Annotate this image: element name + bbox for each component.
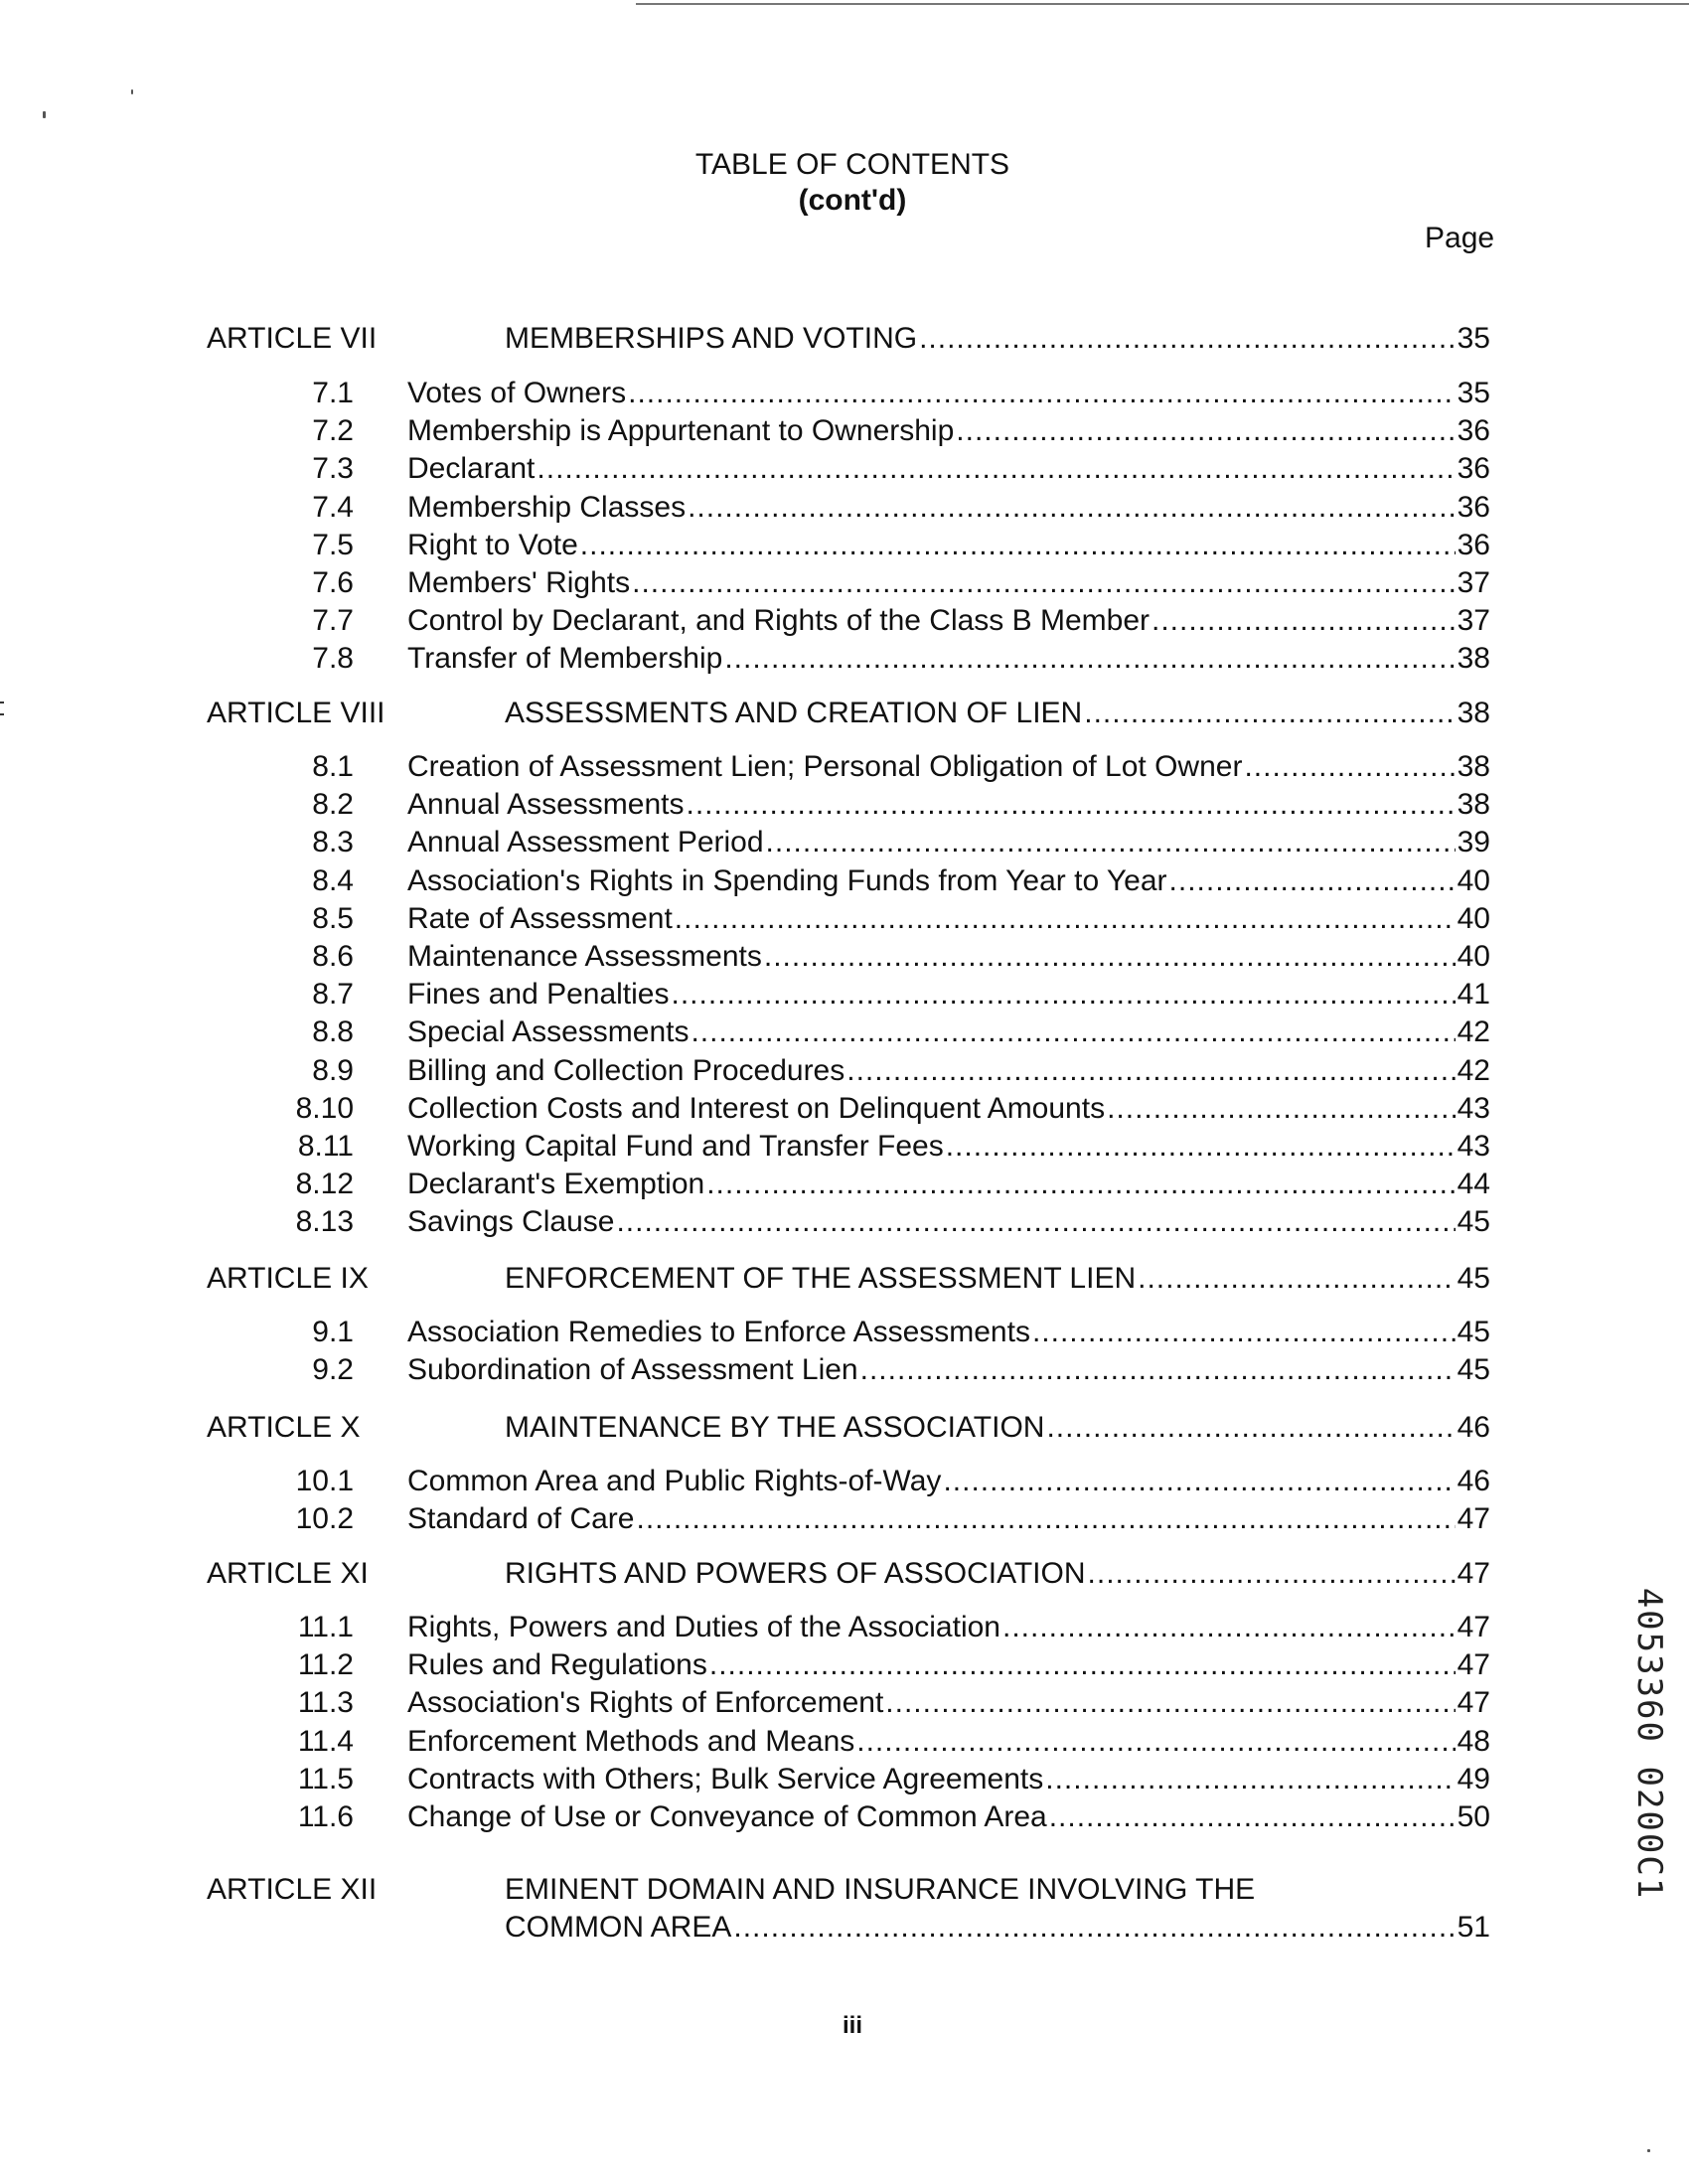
dot-leader <box>766 824 1456 861</box>
dot-leader <box>1244 748 1455 786</box>
section-number: 7.5 <box>312 528 354 561</box>
section-entry <box>407 527 1490 564</box>
section-entry <box>407 824 1490 861</box>
entry-page-number: 36 <box>1457 452 1490 486</box>
section-number: 11.2 <box>297 1648 354 1682</box>
section-entry <box>407 1090 1490 1128</box>
section-number: 8.11 <box>297 1130 354 1163</box>
entry-title: MEMBERSHIPS AND VOTING <box>505 322 918 355</box>
dot-leader <box>885 1684 1455 1722</box>
entry-page-number: 35 <box>1457 377 1490 409</box>
section-number: 8.6 <box>312 940 354 973</box>
top-edge-rule <box>636 3 1689 5</box>
entry-title: COMMON AREA <box>505 1911 732 1944</box>
section-number: 8.8 <box>312 1015 354 1049</box>
entry-page-number: 39 <box>1457 826 1490 859</box>
entry-page-number: 48 <box>1457 1724 1490 1758</box>
entry-page-number: 36 <box>1457 528 1490 561</box>
toc-title: TABLE OF CONTENTS <box>694 148 1010 181</box>
entry-title: Fines and Penalties <box>407 978 670 1012</box>
dot-leader <box>1169 862 1456 900</box>
section-number: 11.3 <box>297 1686 354 1720</box>
entry-title: Annual Assessments <box>407 788 685 822</box>
section-entry <box>407 1463 1490 1500</box>
dot-leader <box>856 1723 1455 1761</box>
entry-title: Collection Costs and Interest on Delinquent Amounts <box>407 1091 1106 1125</box>
entry-title: Standard of Care <box>407 1502 635 1536</box>
entry-title: Declarant's Exemption <box>407 1168 705 1201</box>
dot-leader <box>537 450 1455 488</box>
dot-leader <box>632 564 1456 602</box>
entry-page-number: 36 <box>1457 490 1490 524</box>
entry-page-number: 43 <box>1457 1091 1490 1125</box>
scan-speck <box>131 89 133 94</box>
section-number: 11.6 <box>297 1800 354 1833</box>
entry-page-number: 45 <box>1457 1353 1490 1387</box>
section-number: 7.3 <box>312 452 354 486</box>
section-number: 11.5 <box>297 1762 354 1795</box>
dot-leader <box>1002 1609 1456 1646</box>
entry-title: Rights, Powers and Duties of the Association <box>407 1611 1000 1643</box>
dot-leader <box>860 1351 1456 1389</box>
section-entry <box>407 1052 1490 1090</box>
section-number: 8.4 <box>312 863 354 897</box>
dot-leader <box>688 489 1456 527</box>
article-label: ARTICLE XI <box>207 1557 369 1590</box>
entry-title: Rate of Assessment <box>407 901 673 935</box>
dot-leader <box>636 1500 1455 1538</box>
section-entry <box>407 1609 1490 1646</box>
section-number: 8.10 <box>295 1091 354 1125</box>
dot-leader <box>1032 1314 1456 1351</box>
dot-leader <box>1088 1555 1456 1593</box>
dot-leader <box>1049 1798 1456 1836</box>
section-entry <box>407 1646 1490 1684</box>
dot-leader <box>946 1128 1456 1166</box>
entry-page-number: 37 <box>1457 566 1490 599</box>
section-entry <box>407 1014 1490 1051</box>
entry-page-number: 37 <box>1457 604 1490 638</box>
entry-title: Control by Declarant, and Rights of the Class B Member <box>407 604 1150 638</box>
section-entry <box>407 489 1490 527</box>
article-entry <box>505 1260 1490 1298</box>
section-number: 8.5 <box>312 901 354 935</box>
entry-title: Contracts with Others; Bulk Service Agreements <box>407 1762 1044 1795</box>
entry-page-number: 35 <box>1457 322 1490 355</box>
section-number: 8.9 <box>312 1053 354 1087</box>
dot-leader <box>956 412 1455 450</box>
entry-title: Common Area and Public Rights-of-Way <box>407 1465 942 1497</box>
entry-page-number: 45 <box>1457 1316 1490 1348</box>
entry-title: Subordination of Assessment Lien <box>407 1353 858 1387</box>
section-number: 9.2 <box>312 1353 354 1387</box>
scan-edge-mark <box>0 702 4 703</box>
entry-page-number: 42 <box>1457 1015 1490 1049</box>
section-number: 10.1 <box>295 1465 354 1497</box>
entry-page-number: 40 <box>1457 863 1490 897</box>
section-entry <box>407 748 1490 786</box>
entry-title: Enforcement Methods and Means <box>407 1724 855 1758</box>
entry-title: Special Assessments <box>407 1015 690 1049</box>
section-number: 7.6 <box>312 566 354 599</box>
entry-page-number: 38 <box>1457 750 1490 783</box>
entry-title: Membership is Appurtenant to Ownership <box>407 414 955 448</box>
dot-leader <box>628 375 1456 412</box>
section-entry <box>407 900 1490 938</box>
dot-leader <box>919 320 1456 358</box>
entry-page-number: 50 <box>1457 1800 1490 1833</box>
article-label: ARTICLE XII <box>207 1873 378 1906</box>
entry-title: Right to Vote <box>407 528 578 561</box>
entry-page-number: 44 <box>1457 1168 1490 1201</box>
entry-page-number: 49 <box>1457 1762 1490 1795</box>
entry-title: Working Capital Fund and Transfer Fees <box>407 1130 944 1163</box>
entry-title: Annual Assessment Period <box>407 826 764 859</box>
section-entry <box>407 1351 1490 1389</box>
entry-page-number: 38 <box>1457 697 1490 729</box>
entry-title: MAINTENANCE BY THE ASSOCIATION <box>505 1411 1045 1444</box>
entry-page-number: 38 <box>1457 642 1490 676</box>
section-entry <box>407 375 1490 412</box>
dot-leader <box>1107 1090 1456 1128</box>
section-number: 10.2 <box>295 1502 354 1536</box>
entry-title: RIGHTS AND POWERS OF ASSOCIATION <box>505 1557 1086 1590</box>
page-column-label: Page <box>1425 222 1495 254</box>
article-title-line: EMINENT DOMAIN AND INSURANCE INVOLVING THE <box>505 1873 1256 1906</box>
entry-title: Association's Rights in Spending Funds from Year to Year <box>407 863 1167 897</box>
entry-title: Association's Rights of Enforcement <box>407 1686 884 1720</box>
dot-leader <box>1046 1409 1455 1447</box>
dot-leader <box>706 1166 1455 1203</box>
section-number: 8.2 <box>312 788 354 822</box>
section-number: 7.1 <box>312 377 354 409</box>
article-label: ARTICLE VII <box>207 322 378 355</box>
section-number: 11.1 <box>297 1611 354 1643</box>
dot-leader <box>616 1203 1455 1241</box>
entry-page-number: 40 <box>1457 940 1490 973</box>
entry-title: ENFORCEMENT OF THE ASSESSMENT LIEN <box>505 1262 1137 1295</box>
entry-page-number: 47 <box>1457 1502 1490 1536</box>
dot-leader <box>943 1463 1455 1500</box>
entry-page-number: 36 <box>1457 414 1490 448</box>
dot-leader <box>724 640 1455 678</box>
entry-title: Maintenance Assessments <box>407 940 762 973</box>
dot-leader <box>846 1052 1455 1090</box>
dot-leader <box>672 976 1456 1014</box>
entry-page-number: 45 <box>1457 1262 1490 1295</box>
entry-title: Transfer of Membership <box>407 642 723 676</box>
scan-edge-mark <box>0 713 4 715</box>
entry-page-number: 47 <box>1457 1686 1490 1720</box>
entry-page-number: 47 <box>1457 1648 1490 1682</box>
section-number: 7.7 <box>312 604 354 638</box>
dot-leader <box>675 900 1456 938</box>
entry-title: ASSESSMENTS AND CREATION OF LIEN <box>505 697 1083 729</box>
article-entry <box>505 695 1490 732</box>
entry-title: Creation of Assessment Lien; Personal Obligation of Lot Owner <box>407 750 1243 783</box>
section-entry <box>407 938 1490 976</box>
entry-page-number: 45 <box>1457 1205 1490 1239</box>
section-number: 7.2 <box>312 414 354 448</box>
section-number: 8.3 <box>312 826 354 859</box>
article-label: ARTICLE X <box>207 1411 361 1444</box>
section-number: 7.4 <box>312 490 354 524</box>
bates-stamp <box>1626 1587 1672 1901</box>
article-entry <box>505 1409 1490 1447</box>
entry-title: Membership Classes <box>407 490 687 524</box>
section-entry <box>407 1500 1490 1538</box>
section-number: 8.13 <box>295 1205 354 1239</box>
scan-speck <box>43 111 46 118</box>
dot-leader <box>1045 1761 1455 1798</box>
entry-page-number: 41 <box>1457 978 1490 1012</box>
entry-page-number: 40 <box>1457 901 1490 935</box>
article-label: ARTICLE IX <box>207 1262 369 1295</box>
dot-leader <box>764 938 1456 976</box>
dot-leader <box>1138 1260 1455 1298</box>
section-number: 8.1 <box>312 750 354 783</box>
bates-number: 4053360 0200C1 <box>1629 1587 1669 1901</box>
entry-title: Declarant <box>407 452 536 486</box>
dot-leader <box>1152 602 1456 640</box>
dot-leader <box>686 786 1455 824</box>
entry-title: Rules and Regulations <box>407 1648 707 1682</box>
entry-title: Savings Clause <box>407 1205 615 1239</box>
dot-leader <box>691 1014 1455 1051</box>
entry-page-number: 43 <box>1457 1130 1490 1163</box>
section-number: 8.7 <box>312 978 354 1012</box>
article-entry <box>505 320 1490 358</box>
entry-page-number: 46 <box>1457 1411 1490 1444</box>
dot-leader <box>580 527 1456 564</box>
entry-page-number: 51 <box>1457 1911 1490 1944</box>
article-entry <box>505 1909 1490 1947</box>
toc-subtitle: (cont'd) <box>798 184 907 217</box>
section-entry <box>407 1761 1490 1798</box>
section-entry <box>407 1203 1490 1241</box>
section-entry <box>407 862 1490 900</box>
scan-speck <box>1647 2149 1650 2152</box>
section-entry <box>407 450 1490 488</box>
dot-leader <box>1084 695 1455 732</box>
section-entry <box>407 1166 1490 1203</box>
entry-title: Billing and Collection Procedures <box>407 1053 845 1087</box>
section-entry <box>407 412 1490 450</box>
entry-title: Votes of Owners <box>407 377 627 409</box>
dot-leader <box>709 1646 1456 1684</box>
entry-page-number: 46 <box>1457 1465 1490 1497</box>
section-entry <box>407 786 1490 824</box>
page-number: iii <box>842 2012 862 2039</box>
section-entry <box>407 640 1490 678</box>
article-entry <box>505 1555 1490 1593</box>
entry-page-number: 47 <box>1457 1611 1490 1643</box>
entry-title: Association Remedies to Enforce Assessments <box>407 1316 1030 1348</box>
section-entry <box>407 602 1490 640</box>
article-label: ARTICLE VIII <box>207 697 385 729</box>
section-entry <box>407 1723 1490 1761</box>
section-number: 7.8 <box>312 642 354 676</box>
section-entry <box>407 564 1490 602</box>
section-number: 9.1 <box>312 1316 354 1348</box>
entry-page-number: 47 <box>1457 1557 1490 1590</box>
section-number: 8.12 <box>295 1168 354 1201</box>
dot-leader <box>733 1909 1455 1947</box>
entry-title: Change of Use or Conveyance of Common Area <box>407 1800 1047 1833</box>
entry-page-number: 38 <box>1457 788 1490 822</box>
entry-title: Members' Rights <box>407 566 631 599</box>
section-entry <box>407 1128 1490 1166</box>
section-entry <box>407 976 1490 1014</box>
section-entry <box>407 1314 1490 1351</box>
section-entry <box>407 1684 1490 1722</box>
section-number: 11.4 <box>297 1724 354 1758</box>
entry-page-number: 42 <box>1457 1053 1490 1087</box>
section-entry <box>407 1798 1490 1836</box>
